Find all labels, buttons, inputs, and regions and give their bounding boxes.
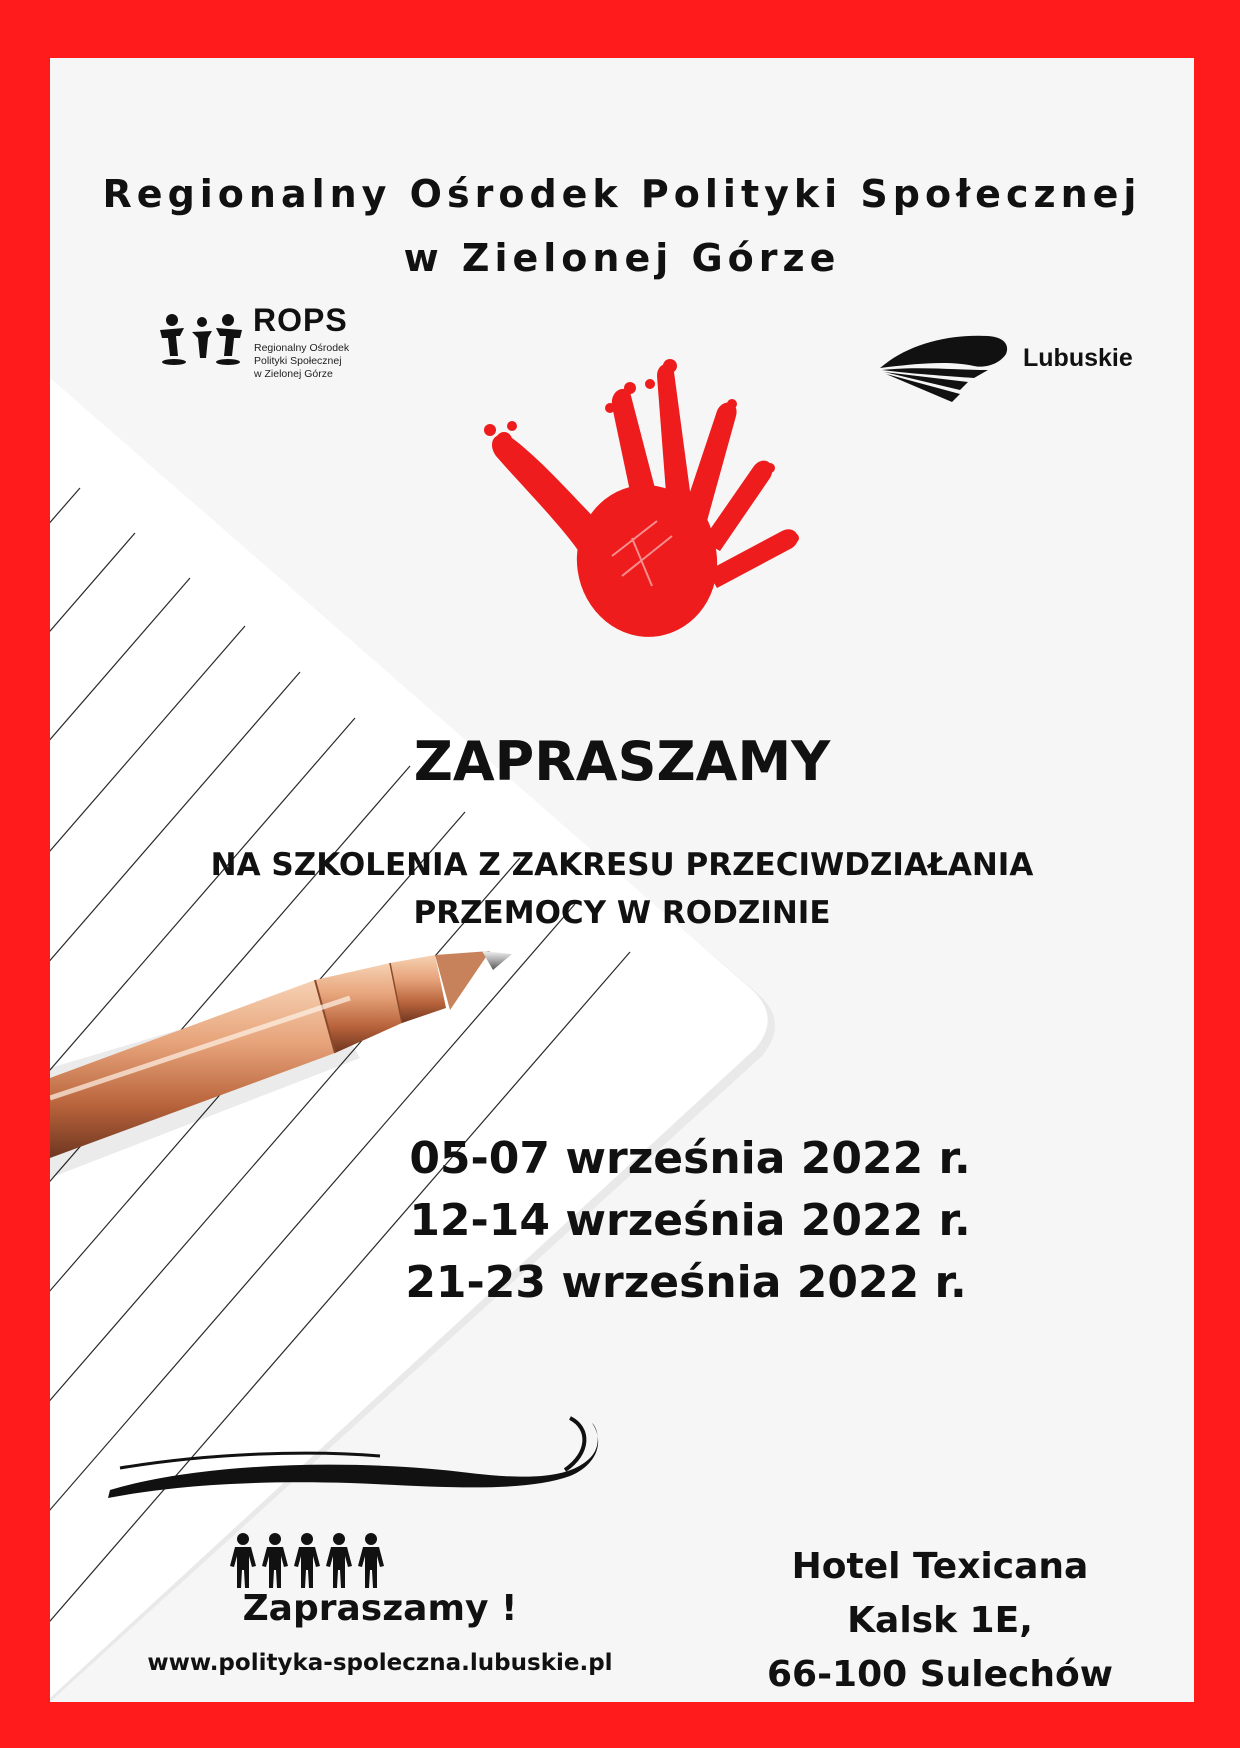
- rops-logo-name: ROPS: [253, 302, 348, 338]
- footer-invite: Zapraszamy !: [242, 1588, 518, 1629]
- rops-logo-subtitle: [254, 342, 394, 381]
- main-heading: ZAPRASZAMY: [413, 730, 831, 793]
- poster-sheet: [50, 58, 1194, 1702]
- website-link[interactable]: www.polityka-spoleczna.lubuskie.pl: [147, 1650, 613, 1676]
- training-date-3: 21-23 września 2022 r.: [405, 1257, 967, 1308]
- lubuskie-logo: [878, 330, 1178, 410]
- lubuskie-emblem-icon: [878, 330, 1018, 410]
- address-line-venue: Hotel Texicana: [791, 1546, 1089, 1587]
- rops-subtitle-line: Polityki Społecznej: [254, 355, 342, 367]
- rops-people-icon: [158, 310, 250, 380]
- rops-subtitle-line: w Zielonej Górze: [254, 368, 333, 380]
- red-hand-icon: [482, 356, 832, 646]
- rops-subtitle-line: Regionalny Ośrodek: [254, 342, 350, 354]
- training-date-2: 12-14 września 2022 r.: [409, 1195, 971, 1246]
- subheading-line1: NA SZKOLENIA Z ZAKRESU PRZECIWDZIAŁANIA: [210, 847, 1034, 883]
- training-date-1: 05-07 września 2022 r.: [409, 1133, 971, 1184]
- rops-logo: [158, 280, 378, 390]
- lubuskie-logo-name: Lubuskie: [1023, 344, 1133, 372]
- people-group-icon: [228, 1532, 398, 1590]
- subheading-line2: PRZEMOCY W RODZINIE: [413, 895, 831, 931]
- address-line-street: Kalsk 1E,: [847, 1600, 1033, 1641]
- page-title-line2: w Zielonej Górze: [403, 236, 841, 280]
- address-line-city: 66-100 Sulechów: [767, 1654, 1113, 1695]
- page-title-line1: Regionalny Ośrodek Polityki Społecznej: [102, 172, 1142, 216]
